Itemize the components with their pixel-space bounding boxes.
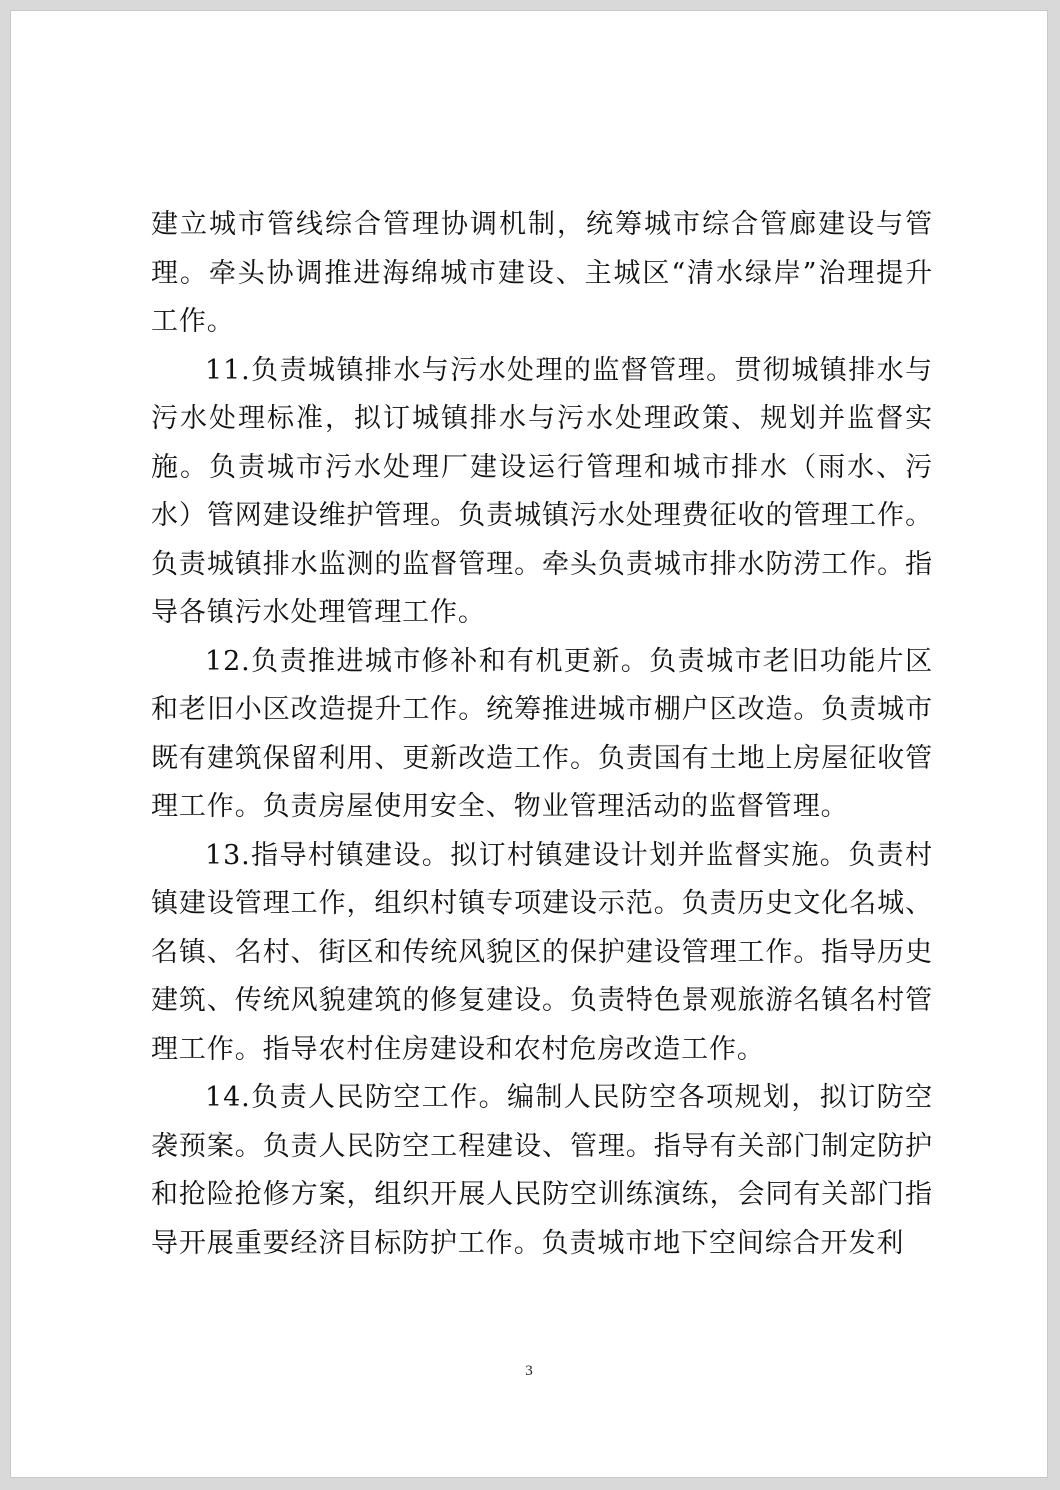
paragraph-continuation: 建立城市管线综合管理协调机制，统筹城市综合管廊建设与管理。牵头协调推进海绵城市建设、主城区“清水绿岸”治理提升工作。 xyxy=(151,209,933,337)
paragraph-item-12: 12.负责推进城市修补和有机更新。负责城市老旧功能片区和老旧小区改造提升工作。统筹推进城市棚户区改造。负责城市既有建筑保留利用、更新改造工作。负责国有土地上房屋征收管理工作。负责房屋使用安全、物业管理活动的监督管理。 xyxy=(151,645,933,822)
page-number: 3 xyxy=(525,1363,533,1379)
document-page xyxy=(10,10,1048,1478)
paragraph-item-11: 11.负责城镇排水与污水处理的监督管理。贯彻城镇排水与污水处理标准，拟订城镇排水与污水处理政策、规划并监督实施。负责城市污水处理厂建设运行管理和城市排水（雨水、污水）管网建设维护管理。负责城镇污水处理费征收的管理工作。负责城镇排水监测的监督管理。牵头负责城市排水防涝工作。指导各镇污水处理管理工作。 xyxy=(151,354,933,628)
paragraph-item-14: 14.负责人民防空工作。编制人民防空各项规划，拟订防空袭预案。负责人民防空工程建设、管理。指导有关部门制定防护和抢险抢修方案，组织开展人民防空训练演练，会同有关部门指导开展重要经济目标防护工作。负责城市地下空间综合开发利 xyxy=(151,1082,933,1259)
body-text xyxy=(151,201,933,1268)
paragraph-item-13: 13.指导村镇建设。拟订村镇建设计划并监督实施。负责村镇建设管理工作，组织村镇专项建设示范。负责历史文化名城、名镇、名村、街区和传统风貌区的保护建设管理工作。指导历史建筑、传统风貌建筑的修复建设。负责特色景观旅游名镇名村管理工作。指导农村住房建设和农村危房改造工作。 xyxy=(151,839,933,1065)
